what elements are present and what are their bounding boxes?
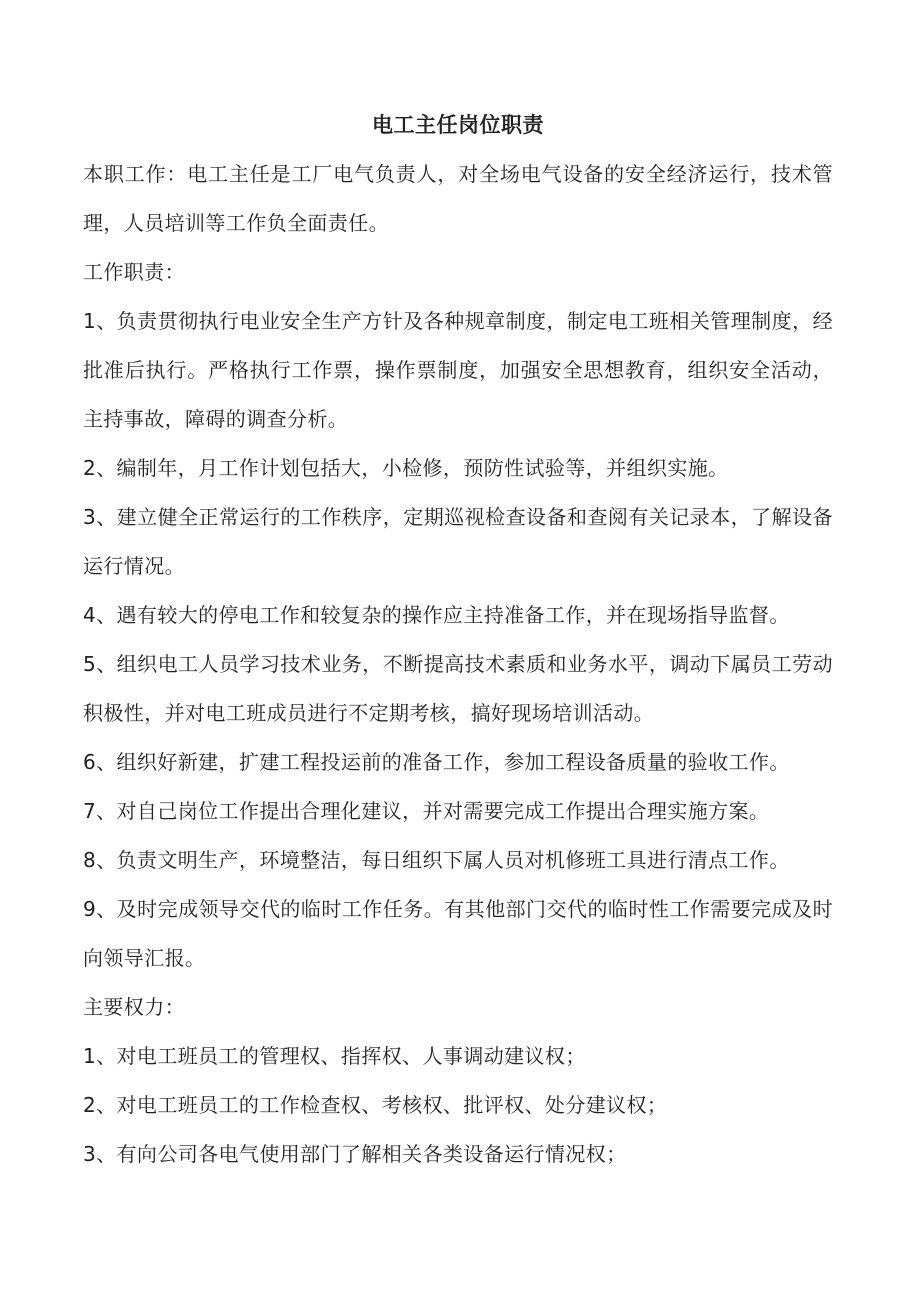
duty-item-8: 8、负责文明生产，环境整洁，每日组织下属人员对机修班工具进行清点工作。 <box>83 848 790 872</box>
duty-item-3: 3、建立健全正常运行的工作秩序，定期巡视检查设备和查阅有关记录本，了解设备运行情况。 <box>83 505 833 578</box>
power-item-1: 1、对电工班员工的管理权、指挥权、人事调动建议权； <box>83 1044 586 1068</box>
duty-item-4: 4、遇有较大的停电工作和较复杂的操作应主持准备工作，并在现场指导监督。 <box>83 603 790 627</box>
powers-heading: 主要权力： <box>83 995 185 1019</box>
duty-item-5: 5、组织电工人员学习技术业务，不断提高技术素质和业务水平，调动下属员工劳动积极性，并对电工班成员进行不定期考核，搞好现场培训活动。 <box>83 652 833 725</box>
duty-item-7: 7、对自己岗位工作提出合理化建议，并对需要完成工作提出合理实施方案。 <box>83 799 770 823</box>
duty-item-2: 2、编制年，月工作计划包括大，小检修，预防性试验等，并组织实施。 <box>83 456 729 480</box>
power-item-3: 3、有向公司各电气使用部门了解相关各类设备运行情况权； <box>83 1142 627 1166</box>
document-page <box>83 108 833 1179</box>
duty-item-6: 6、组织好新建，扩建工程投运前的准备工作，参加工程设备质量的验收工作。 <box>83 750 790 774</box>
duty-item-9: 9、及时完成领导交代的临时工作任务。有其他部门交代的临时性工作需要完成及时向领导汇报。 <box>83 897 833 970</box>
duty-item-1: 1、负责贯彻执行电业安全生产方针及各种规章制度，制定电工班相关管理制度，经批准后执行。严格执行工作票，操作票制度，加强安全思想教育，组织安全活动，主持事故，障碍的调查分析。 <box>83 309 833 431</box>
document-title: 电工主任岗位职责 <box>372 113 544 137</box>
intro-paragraph: 本职工作：电工主任是工厂电气负责人，对全场电气设备的安全经济运行，技术管理，人员培训等工作负全面责任。 <box>83 162 833 235</box>
duties-heading: 工作职责： <box>83 260 185 284</box>
power-item-2: 2、对电工班员工的工作检查权、考核权、批评权、处分建议权； <box>83 1093 668 1117</box>
